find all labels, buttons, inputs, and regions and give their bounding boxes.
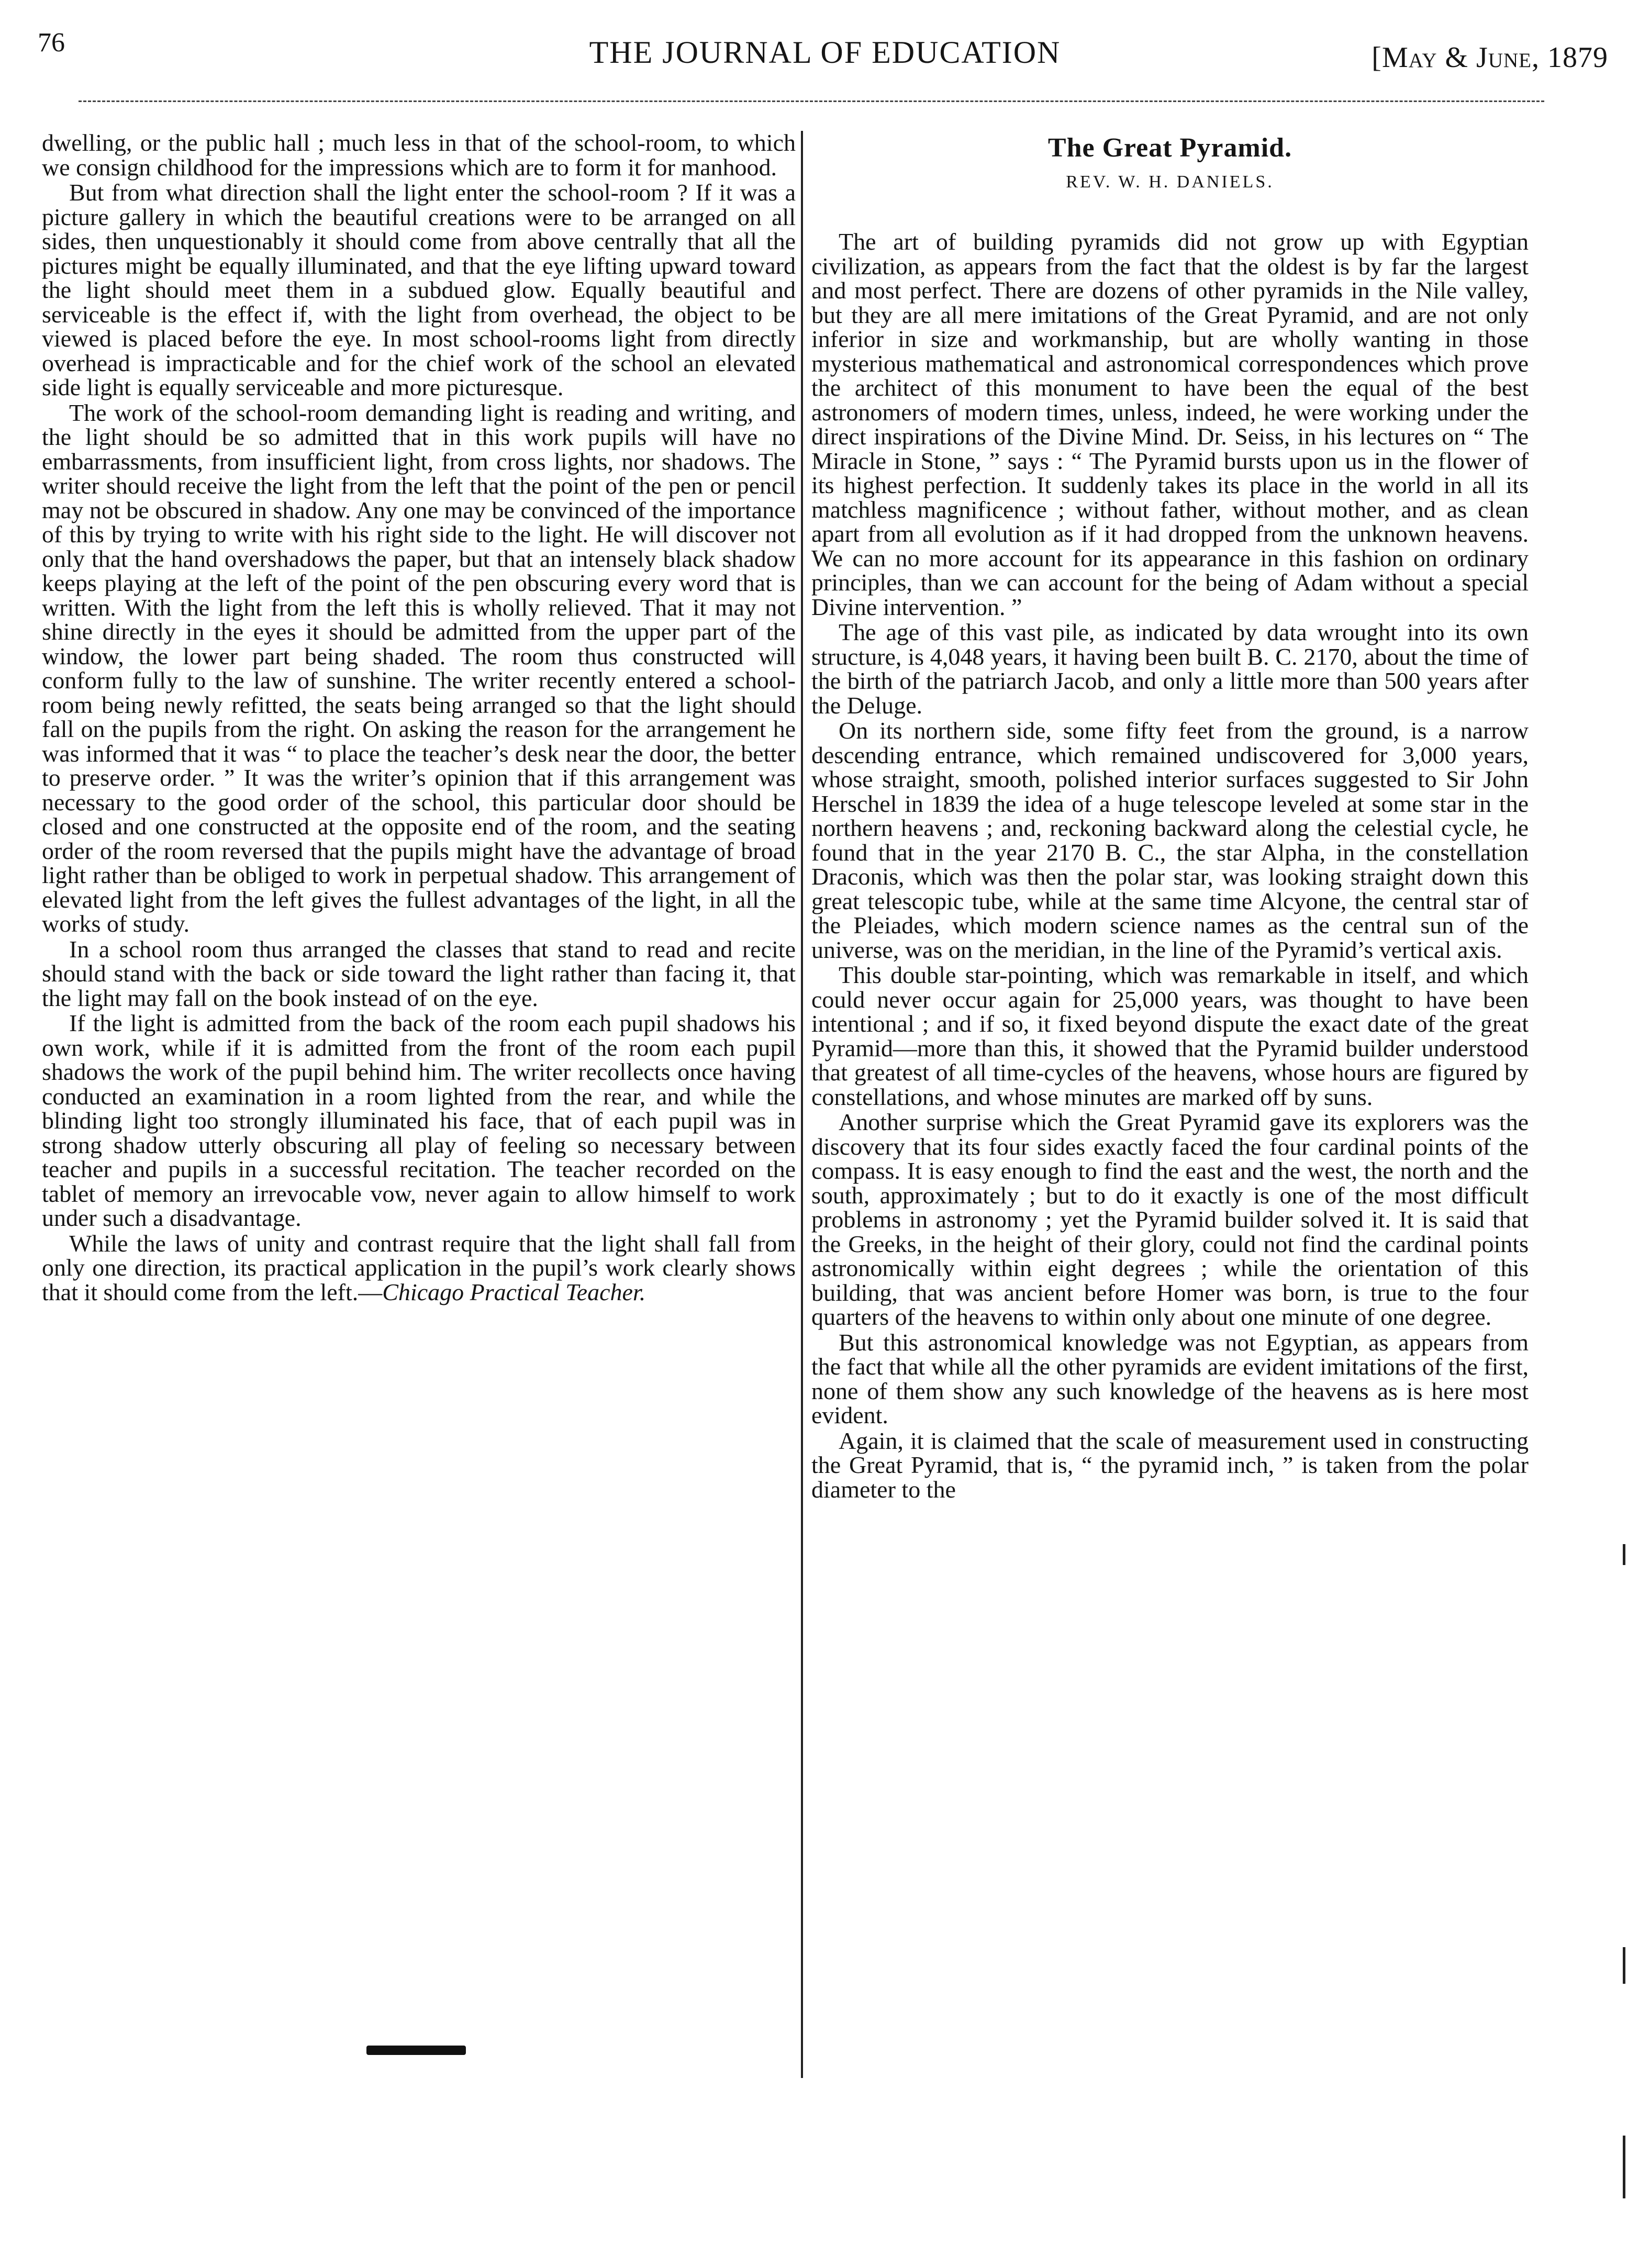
left-paragraph: The work of the school-room demanding light is reading and writing, and the light should be so admitted that in this work pupils will have no embarrassments, from insufficient light, from cross lights, nor shadows. The writer should receive the light from the left that the point of the pen or pencil may not be obscured in shadow. Any one may be convinced of the importance of this by trying to write with his right side to the light. He will discover not only that the hand overshadows the paper, but that an intensely black shadow keeps playing at the left of the point of the pen obscuring every word that is written. With the light from the left this is wholly relieved. That it may not shine directly in the eyes it should be admitted from the upper part of the window, the lower part being shaded. The room thus constructed will conform fully to the law of sunshine. The writer recently entered a school-room being newly refitted, the seats being arranged so that the light should fall on the pupils from the right. On asking the reason for the arrangement he was informed that it was “ to place the teacher’s desk near the door, the better to preserve order. ” It was the writer’s opinion that if this arrangement was necessary to the good order of the school, this particular door should be closed and one constructed at the opposite end of the room, and the seating order of the room reversed that the pupils might have the advantage of broad light rather than be obliged to work in perpetual shadow. This arrangement of elevated light from the left gives the fullest advantages of the light, in all the works of study. bbox=[42, 399, 796, 937]
right-paragraph: But this astronomical knowledge was not Egyptian, as appears from the fact that while all the other pyramids are evident imitations of the first, none of them show any such knowledge of the heavens as is here most evident. bbox=[811, 1328, 1529, 1428]
column-rule bbox=[801, 131, 803, 2078]
final-paragraph-text: While the laws of unity and contrast require that the light shall fall from only one direction, its practical application in the pupil’s work clearly shows that it should come from the left.— bbox=[42, 1230, 796, 1305]
page-number: 76 bbox=[38, 28, 65, 58]
right-column bbox=[811, 131, 1529, 1503]
margin-mark bbox=[1623, 2136, 1625, 2198]
right-paragraph: On its northern side, some fifty feet from the ground, is a narrow descending entrance, which remained undiscovered for 3,000 years, whose straight, smooth, polished interior surfaces suggested to Sir John Herschel in 1839 the idea of a huge telescope leveled at some star in the northern heavens ; and, reckoning backward along the celestial cycle, he found that in the year 2170 B. C., the star Alpha, in the constellation Draconis, which was then the polar star, was looking straight down this great telescopic tube, while at the same time Alcyone, the central star of the Pleiades, which modern science names as the central sun of the universe, was on the meridian, in the line of the Pyramid’s vertical axis. bbox=[811, 717, 1529, 963]
journal-title: THE JOURNAL OF EDUCATION bbox=[589, 35, 1061, 70]
source-credit: Chicago Practical Teacher. bbox=[382, 1278, 646, 1305]
left-paragraph: If the light is admitted from the back of the room each pupil shadows his own work, while if it is admitted from the front of the room each pupil shadows the work of the pupil behind him. The writer recollects once having conducted an examination in a room lighted from the rear, and while the blinding light too strongly illuminated his face, that of each pupil was in strong shadow utterly obscuring all play of feeling so necessary between teacher and pupils in a successful recitation. The teacher recorded on the tablet of memory an irrevocable vow, never again to allow himself to work under such a disadvantage. bbox=[42, 1010, 796, 1231]
left-paragraph: In a school room thus arranged the classes that stand to read and recite should stand with the back or side toward the light rather than facing it, that the light may fall on the book instead of on the eye. bbox=[42, 935, 796, 1011]
left-paragraph-final bbox=[42, 1232, 796, 1305]
right-paragraph: Again, it is claimed that the scale of measurement used in constructing the Great Pyramid, that is, “ the pyramid inch, ” is taken from the polar diameter to the bbox=[811, 1427, 1529, 1503]
issue-date: [May & June, 1879 bbox=[1372, 41, 1608, 74]
right-paragraph: The art of building pyramids did not grow up with Egyptian civilization, as appears from the fact that the oldest is by far the largest and most perfect. There are dozens of other pyramids in the Nile valley, but they are all mere imitations of the Great Pyramid, and are not only inferior in size and workmanship, but are wholly wanting in those mysterious mathematical and astronomical correspondences which prove the architect of this monument to have been the equal of the best astronomers of modern times, unless, indeed, he were working under the direct inspirations of the Divine Mind. Dr. Seiss, in his lectures on “ The Miracle in Stone, ” says : “ The Pyramid bursts upon us in the flower of its highest perfection. It suddenly takes its place in the world in all its matchless magnificence ; without father, without mother, and as clean apart from all evolution as if it had dropped from the unknown heavens. We can no more account for its appearance in this fashion on ordinary principles, than we can account for the being of Adam without a special Divine intervention. ” bbox=[811, 228, 1529, 620]
left-paragraph: dwelling, or the public hall ; much less in that of the school-room, to which we consign childhood for the impressions which are to form it for manhood. bbox=[42, 129, 796, 181]
right-paragraph: The age of this vast pile, as indicated by data wrought into its own structure, is 4,048 years, it having been built B. C. 2170, about the time of the birth of the patriarch Jacob, and only a little more than 500 years after the Deluge. bbox=[811, 619, 1529, 719]
margin-mark bbox=[1623, 1947, 1625, 1984]
article-author: REV. W. H. DANIELS. bbox=[1066, 172, 1274, 192]
margin-mark bbox=[1623, 1544, 1625, 1565]
left-column bbox=[42, 131, 796, 1305]
article-heading: The Great Pyramid. bbox=[1047, 133, 1292, 163]
header-rule bbox=[79, 100, 1544, 102]
left-paragraph: But from what direction shall the light enter the school-room ? If it was a picture gallery in which the beautiful creations were to be arranged on all sides, then unquestionably it should come from above centrally that all the pictures might be equally illuminated, and that the eye lifting upward toward the light should meet them in a subdued glow. Equally beautiful and serviceable is the effect if, with the light from overhead, the object to be viewed is placed before the eye. In most school-rooms light from directly overhead is impracticable and for the chief work of the school an elevated side light is equally serviceable and more picturesque. bbox=[42, 179, 796, 400]
right-paragraph: Another surprise which the Great Pyramid gave its explorers was the discovery that its four sides exactly faced the four cardinal points of the compass. It is easy enough to find the east and the west, the north and the south, approximately ; but to do it exactly is one of the most difficult problems in astronomy ; yet the Pyramid builder solved it. It is said that the Greeks, in the height of their glory, could not find the cardinal points astronomically within eight degrees ; while the orientation of this building, that was ancient before Homer was born, is true to the four quarters of the heavens to within only about one minute of one degree. bbox=[811, 1109, 1529, 1330]
end-of-article-mark bbox=[366, 2046, 466, 2055]
right-paragraph: This double star-pointing, which was remarkable in itself, and which could never occur again for 25,000 years, was thought to have been intentional ; and if so, it fixed beyond dispute the exact date of the great Pyramid—more than this, it showed that the Pyramid builder understood that greatest of all time-cycles of the heavens, whose hours are figured by constellations, and whose minutes are marked off by suns. bbox=[811, 962, 1529, 1110]
